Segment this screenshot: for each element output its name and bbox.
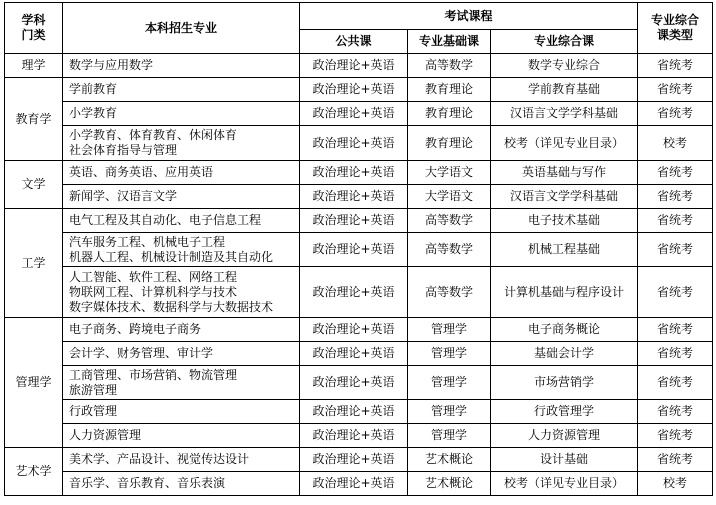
major-cell: 电气工程及其自动化、电子信息工程	[63, 209, 300, 233]
type-cell: 省统考	[638, 161, 713, 185]
major-cell: 电子商务、跨境电子商务	[63, 318, 300, 342]
basic-cell: 教育理论	[408, 126, 491, 161]
comprehensive-cell: 行政管理学	[491, 400, 638, 424]
comprehensive-cell: 市场营销学	[491, 366, 638, 400]
type-cell: 省统考	[638, 366, 713, 400]
basic-cell: 艺术概论	[408, 472, 491, 496]
table-row	[5, 102, 713, 126]
category-cell: 教育学	[5, 78, 63, 161]
public-cell: 政治理论+英语	[300, 424, 408, 448]
basic-cell: 教育理论	[408, 102, 491, 126]
basic-cell: 管理学	[408, 318, 491, 342]
major-cell: 数学与应用数学	[63, 54, 300, 78]
comprehensive-cell: 汉语言文学学科基础	[491, 102, 638, 126]
type-cell: 省统考	[638, 209, 713, 233]
enrollment-table	[4, 2, 713, 496]
comprehensive-cell: 机械工程基础	[491, 233, 638, 267]
type-cell: 省统考	[638, 342, 713, 366]
type-cell: 省统考	[638, 54, 713, 78]
major-cell: 人力资源管理	[63, 424, 300, 448]
comprehensive-cell: 汉语言文学学科基础	[491, 185, 638, 209]
public-cell: 政治理论+英语	[300, 102, 408, 126]
table-row	[5, 318, 713, 342]
type-cell: 省统考	[638, 78, 713, 102]
comprehensive-cell: 人力资源管理	[491, 424, 638, 448]
header-comprehensive: 专业综合课	[491, 30, 638, 54]
table-row	[5, 185, 713, 209]
type-cell: 省统考	[638, 318, 713, 342]
table-row	[5, 400, 713, 424]
public-cell: 政治理论+英语	[300, 267, 408, 318]
major-cell: 汽车服务工程、机械电子工程 机器人工程、机械设计制造及其自动化	[63, 233, 300, 267]
major-cell: 美术学、产品设计、视觉传达设计	[63, 448, 300, 472]
major-cell: 小学教育	[63, 102, 300, 126]
major-cell: 新闻学、汉语言文学	[63, 185, 300, 209]
category-cell: 艺术学	[5, 448, 63, 496]
basic-cell: 管理学	[408, 400, 491, 424]
public-cell: 政治理论+英语	[300, 233, 408, 267]
major-cell: 会计学、财务管理、审计学	[63, 342, 300, 366]
category-cell: 工学	[5, 209, 63, 318]
header-exam: 考试课程	[300, 3, 638, 30]
basic-cell: 高等数学	[408, 267, 491, 318]
table-row	[5, 472, 713, 496]
public-cell: 政治理论+英语	[300, 54, 408, 78]
type-cell: 省统考	[638, 267, 713, 318]
table-row	[5, 209, 713, 233]
category-cell: 管理学	[5, 318, 63, 448]
comprehensive-cell: 计算机基础与程序设计	[491, 267, 638, 318]
public-cell: 政治理论+英语	[300, 209, 408, 233]
table-row	[5, 161, 713, 185]
basic-cell: 管理学	[408, 424, 491, 448]
comprehensive-cell: 电子商务概论	[491, 318, 638, 342]
type-cell: 省统考	[638, 185, 713, 209]
header-category: 学科 门类	[5, 3, 63, 54]
major-cell: 小学教育、体育教育、休闲体育 社会体育指导与管理	[63, 126, 300, 161]
public-cell: 政治理论+英语	[300, 448, 408, 472]
major-cell: 行政管理	[63, 400, 300, 424]
header-public: 公共课	[300, 30, 408, 54]
comprehensive-cell: 校考（详见专业目录）	[491, 126, 638, 161]
type-cell: 省统考	[638, 400, 713, 424]
comprehensive-cell: 设计基础	[491, 448, 638, 472]
public-cell: 政治理论+英语	[300, 342, 408, 366]
public-cell: 政治理论+英语	[300, 366, 408, 400]
public-cell: 政治理论+英语	[300, 472, 408, 496]
header-major: 本科招生专业	[63, 3, 300, 54]
type-cell: 校考	[638, 126, 713, 161]
comprehensive-cell: 电子技术基础	[491, 209, 638, 233]
public-cell: 政治理论+英语	[300, 126, 408, 161]
type-cell: 省统考	[638, 448, 713, 472]
basic-cell: 艺术概论	[408, 448, 491, 472]
comprehensive-cell: 数学专业综合	[491, 54, 638, 78]
category-cell: 文学	[5, 161, 63, 209]
major-cell: 英语、商务英语、应用英语	[63, 161, 300, 185]
basic-cell: 教育理论	[408, 78, 491, 102]
major-cell: 学前教育	[63, 78, 300, 102]
major-cell: 音乐学、音乐教育、音乐表演	[63, 472, 300, 496]
comprehensive-cell: 校考（详见专业目录）	[491, 472, 638, 496]
basic-cell: 大学语文	[408, 185, 491, 209]
public-cell: 政治理论+英语	[300, 185, 408, 209]
table-row	[5, 126, 713, 161]
header-type: 专业综合 课类型	[638, 3, 713, 54]
table-row	[5, 54, 713, 78]
basic-cell: 管理学	[408, 342, 491, 366]
basic-cell: 管理学	[408, 366, 491, 400]
table-row	[5, 342, 713, 366]
public-cell: 政治理论+英语	[300, 161, 408, 185]
major-cell: 人工智能、软件工程、网络工程 物联网工程、计算机科学与技术 数字媒体技术、数据科学与大数据技术	[63, 267, 300, 318]
public-cell: 政治理论+英语	[300, 400, 408, 424]
table-row	[5, 366, 713, 400]
table-row	[5, 448, 713, 472]
public-cell: 政治理论+英语	[300, 78, 408, 102]
type-cell: 校考	[638, 472, 713, 496]
table-row	[5, 233, 713, 267]
table-row	[5, 424, 713, 448]
major-cell: 工商管理、市场营销、物流管理 旅游管理	[63, 366, 300, 400]
comprehensive-cell: 基础会计学	[491, 342, 638, 366]
comprehensive-cell: 英语基础与写作	[491, 161, 638, 185]
basic-cell: 大学语文	[408, 161, 491, 185]
public-cell: 政治理论+英语	[300, 318, 408, 342]
table-row	[5, 78, 713, 102]
type-cell: 省统考	[638, 233, 713, 267]
comprehensive-cell: 学前教育基础	[491, 78, 638, 102]
table-row	[5, 267, 713, 318]
header-basic: 专业基础课	[408, 30, 491, 54]
basic-cell: 高等数学	[408, 209, 491, 233]
type-cell: 省统考	[638, 424, 713, 448]
basic-cell: 高等数学	[408, 233, 491, 267]
category-cell: 理学	[5, 54, 63, 78]
basic-cell: 高等数学	[408, 54, 491, 78]
type-cell: 省统考	[638, 102, 713, 126]
